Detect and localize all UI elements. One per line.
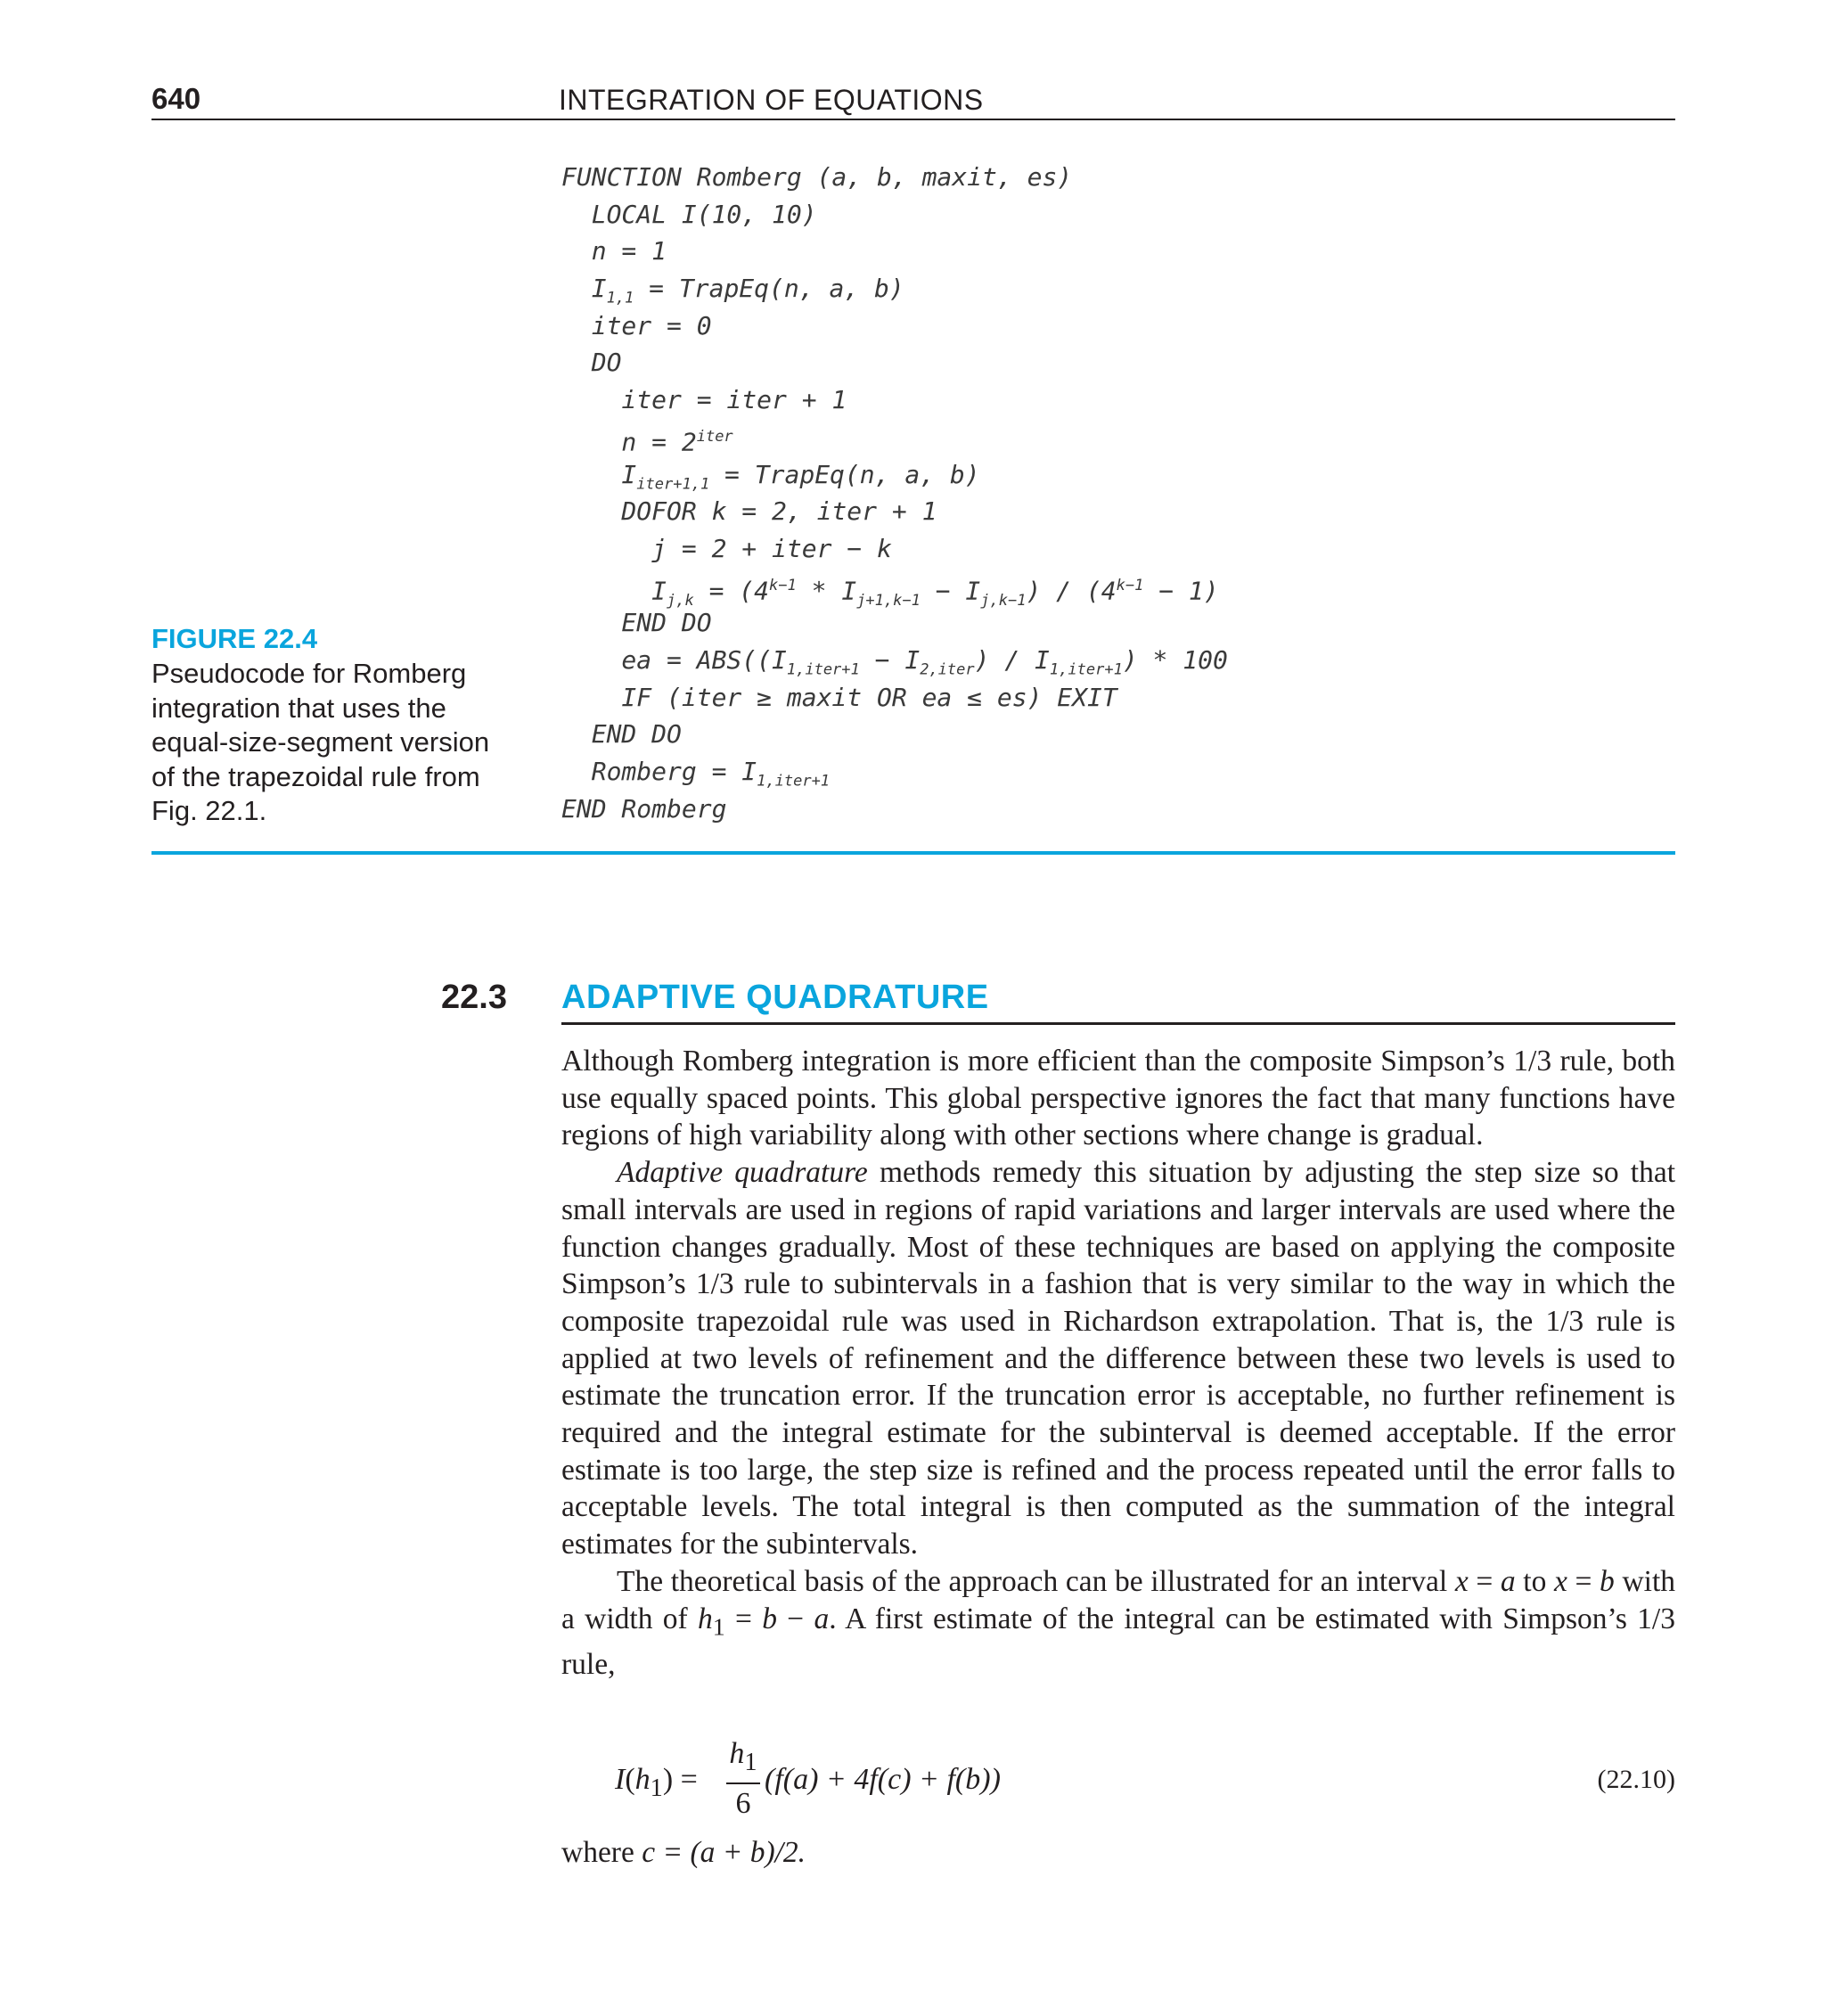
code-line-2: LOCAL I(10, 10)	[561, 199, 817, 229]
page-number: 640	[151, 82, 201, 115]
figure-rule	[151, 851, 1675, 855]
code-line-7: iter = iter + 1	[561, 385, 847, 415]
fraction-numerator: $h_1$	[729, 1737, 757, 1776]
paragraph-3: The theoretical basis of the approach can be illustrated for an interval x = a to x = b with a width of $h_1 = b - a$. A first estimate of the integral can be estimated with Simpson’s 1/3 rule,	[561, 1564, 1675, 1681]
code-line-15: IF (iter ≥ maxit OR ea ≤ es) EXIT	[561, 682, 1117, 712]
fraction-bar	[726, 1782, 760, 1784]
code-line-1: FUNCTION Romberg (a, b, maxit, es)	[561, 162, 1073, 192]
code-line-4: $I_{1,1}$ = TrapEq(n, a, b)	[561, 274, 904, 307]
code-line-11: j = 2 + iter − k	[561, 533, 892, 563]
code-line-3: n = 1	[561, 236, 667, 266]
code-line-13: END DO	[561, 608, 712, 638]
where-line: where c = (a + b)/2.	[561, 1836, 806, 1869]
figure-caption-text: Pseudocode for Romberg integration that uses the equal-size-segment version of the trapezoidal rule from Fig. 22.1.	[151, 658, 490, 826]
code-line-14: ea = $ABS((I_{1,iter+1} - I_{2,iter}) / I_{1,iter+1}) * 100$	[561, 644, 1228, 679]
figure-label: FIGURE 22.4	[151, 623, 318, 654]
code-line-17: Romberg = $I_{1,iter+1}$	[561, 757, 831, 791]
code-line-18: END Romberg	[561, 793, 727, 824]
code-line-8: $n = 2^{iter}$	[561, 427, 733, 457]
body-text	[561, 1043, 1675, 1684]
emphasis-term: Adaptive quadrature	[617, 1156, 868, 1190]
header-rule	[151, 119, 1675, 120]
code-line-5: iter = 0	[561, 310, 712, 340]
section-title: ADAPTIVE QUADRATURE	[561, 979, 989, 1016]
paragraph-2: Adaptive quadrature methods remedy this situation by adjusting the step size so that small intervals are used in regions of rapid variations and larger intervals are used where the function changes gradually. Most of these techniques are based on applying the composite Simpson’s 1/3 rule to subintervals in a fashion that is very similar to the way in which the composite trapezoidal rule was used in Richardson extrapolation. That is, the 1/3 rule is applied at two levels of refinement and the difference between these two levels is used to estimate the truncation error. If the truncation error is acceptable, no further refinement is required and the integral estimate for the subinterval is deemed acceptable. If the error estimate is too large, the step size is refined and the process repeated until the error falls to acceptable levels. The total integral is then computed as the summation of the integral estimates for the subintervals.	[561, 1156, 1676, 1561]
equation-number: (22.10)	[1597, 1765, 1675, 1794]
equation-lhs: $I(h_1)$ =	[615, 1763, 698, 1802]
code-line-9: $I_{iter+1,1}$ = TrapEq(n, a, b)	[561, 459, 980, 494]
equation-rhs: (f(a) + 4f(c) + f(b))	[765, 1763, 1001, 1796]
fraction-denominator: 6	[735, 1786, 751, 1820]
code-line-12: $I_{j,k} = (4^{k-1} * I_{j+1,k-1} - I_{j,k-1}) / (4^{k-1} - 1)$	[561, 575, 1219, 610]
pseudocode-block	[561, 159, 1228, 827]
code-line-16: END DO	[561, 719, 682, 750]
code-line-10: DOFOR k = 2, iter + 1	[561, 496, 937, 527]
equation-fraction	[726, 1736, 760, 1822]
section-number: 22.3	[441, 979, 507, 1016]
paragraph-1: Although Romberg integration is more efficient than the composite Simpson’s 1/3 rule, both use equally spaced points. This global perspective ignores the fact that many functions have regions of high variability along with other sections where change is gradual.	[561, 1045, 1675, 1152]
code-line-6: DO	[561, 348, 622, 378]
running-head: INTEGRATION OF EQUATIONS	[559, 84, 984, 116]
equation-22-10	[615, 1736, 1675, 1834]
section-rule	[561, 1022, 1675, 1025]
figure-caption	[151, 621, 508, 829]
